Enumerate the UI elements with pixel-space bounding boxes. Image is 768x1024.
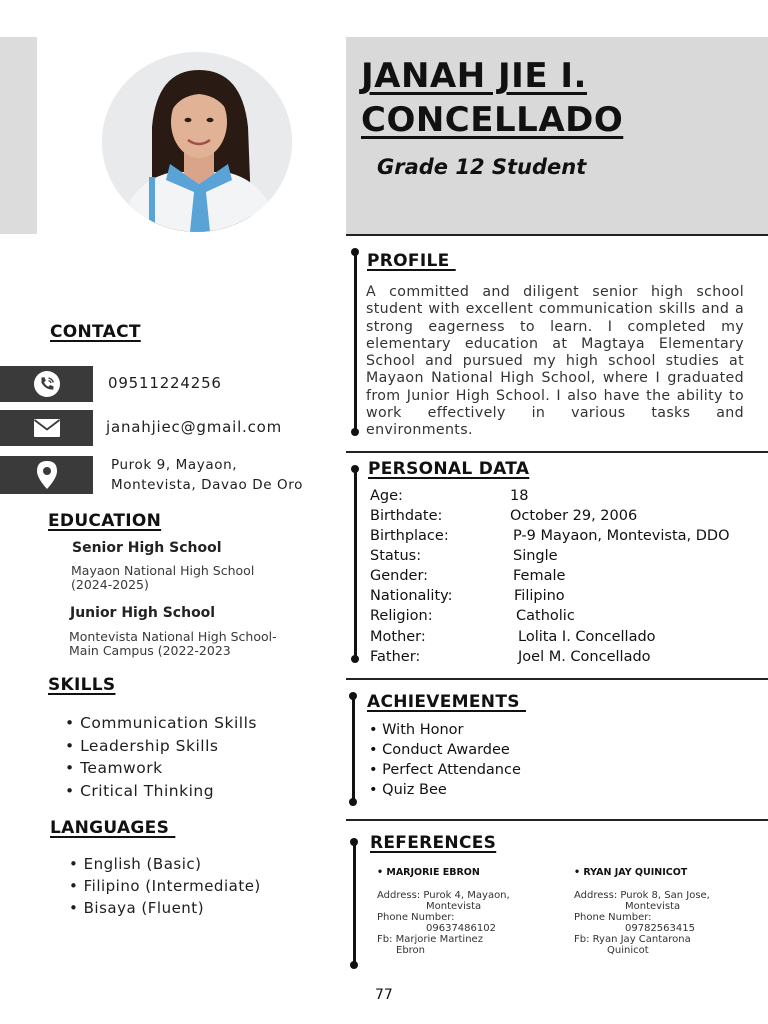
profile-timeline-dot-top [351,248,359,256]
father-value: Joel M. Concellado [518,649,651,665]
education-heading: EDUCATION [48,511,162,531]
name-line-1: JANAH JIE I. [361,56,587,96]
junior-high-heading: Junior High School [70,605,216,621]
profile-timeline-dot-bottom [351,428,359,436]
achievement-item: • Perfect Attendance [369,762,521,778]
personal-timeline-dot-bottom [351,655,359,663]
name-line-2: CONCELLADO [361,100,624,140]
age-value: 18 [510,488,529,504]
reference-2-address-cont: Montevista [625,901,681,912]
status-label: Status: [370,548,422,564]
language-item: • Filipino (Intermediate) [69,877,261,895]
senior-high-school [71,564,254,592]
junior-high-school [69,630,277,658]
references-timeline-dot-bottom [350,961,358,969]
father-label: Father: [370,649,421,665]
header-divider [346,234,768,236]
mother-value: Lolita I. Concellado [518,629,656,645]
reference-1-phone: 09637486102 [426,923,496,934]
senior-high-heading: Senior High School [72,540,222,556]
skills-heading: SKILLS [48,675,116,695]
senior-high-years: (2024-2025) [71,577,149,592]
gender-value: Female [513,568,566,584]
achievements-timeline-line [352,696,355,801]
phone-bar [0,366,93,402]
mother-label: Mother: [370,629,426,645]
references-heading: REFERENCES [370,833,497,853]
religion-label: Religion: [370,608,433,624]
nationality-value: Filipino [514,588,565,604]
profile-divider [346,451,768,453]
profile-timeline-line [354,252,357,432]
full-name [361,54,761,142]
phone-icon [32,369,62,399]
reference-2-phone: 09782563415 [625,923,695,934]
birthplace-label: Birthplace: [370,528,449,544]
location-pin-icon [36,460,58,490]
reference-1-details [377,890,510,956]
personal-timeline-dot-top [351,465,359,473]
skills-list [65,712,257,802]
address [111,455,303,495]
role-title: Grade 12 Student [377,155,587,179]
email-address[interactable]: janahjiec@gmail.com [106,418,283,436]
skill-item: • Communication Skills [65,714,257,732]
reference-2-address: Address: Purok 8, San Jose, [574,890,710,901]
language-item: • English (Basic) [69,855,202,873]
mail-icon [33,418,61,438]
profile-photo [102,52,292,232]
skill-item: • Teamwork [65,759,163,778]
birthdate-label: Birthdate: [370,508,443,524]
address-bar [0,456,93,494]
junior-high-years: Main Campus (2022-2023 [69,643,231,658]
profile-heading: PROFILE [367,251,456,271]
achievements-timeline-dot-top [349,692,357,700]
junior-high-school-name: Montevista National High School- [69,629,277,644]
reference-2-fb-cont: Quinicot [607,945,649,956]
reference-1-address-cont: Montevista [426,901,482,912]
achievement-item: • With Honor [369,722,464,738]
reference-2-details [574,890,710,956]
language-item: • Bisaya (Fluent) [69,899,205,917]
references-timeline-line [353,842,356,965]
birthdate-value: October 29, 2006 [510,508,638,524]
student-portrait-image [102,52,292,232]
achievements-divider [346,819,768,821]
personal-data-divider [346,678,768,680]
references-timeline-dot-top [350,838,358,846]
status-value: Single [513,548,558,564]
phone-number[interactable]: 09511224256 [108,374,222,392]
birthplace-value: P-9 Mayaon, Montevista, DDO [513,528,730,544]
senior-high-school-name: Mayaon National High School [71,563,255,578]
reference-1-fb-cont: Ebron [396,945,426,956]
reference-2-fb: Fb: Ryan Jay Cantarona [574,934,691,945]
reference-1-fb: Fb: Marjorie Martinez [377,934,483,945]
personal-timeline-line [354,469,357,659]
email-bar [0,410,93,446]
address-line-2: Montevista, Davao De Oro [111,477,303,493]
gender-label: Gender: [370,568,429,584]
skill-item: • Leadership Skills [65,736,219,755]
reference-1-name: • MARJORIE EBRON [377,867,480,878]
achievements-timeline-dot-bottom [349,798,357,806]
reference-1-address: Address: Purok 4, Mayaon, [377,890,510,901]
nationality-label: Nationality: [370,588,453,604]
languages-list [69,853,261,919]
address-line-1: Purok 9, Mayaon, [111,457,238,473]
personal-data-heading: PERSONAL DATA [368,459,530,479]
languages-heading: LANGUAGES [50,818,176,838]
reference-1-phone-label: Phone Number: [377,912,455,923]
header-left-strip [0,37,37,234]
achievement-item: • Quiz Bee [369,782,447,798]
achievement-item: • Conduct Awardee [369,742,510,758]
religion-value: Catholic [516,608,575,624]
age-label: Age: [370,488,403,504]
reference-2-name: • RYAN JAY QUINICOT [574,867,688,878]
contact-heading: CONTACT [50,322,141,342]
reference-2-phone-label: Phone Number: [574,912,652,923]
page-number: 77 [375,987,393,1003]
achievements-heading: ACHIEVEMENTS [367,692,526,712]
profile-summary: A committed and diligent senior high school student with excellent communication skills and a strong eagerness to learn. I completed my elementary education at Magtaya Elementary School and pursued my high school studies at Mayaon National High School, where I graduated from Junior High School. I also have the ability to work effectively in various tasks and environments. [366,284,744,439]
skill-item: • Critical Thinking [65,781,215,800]
